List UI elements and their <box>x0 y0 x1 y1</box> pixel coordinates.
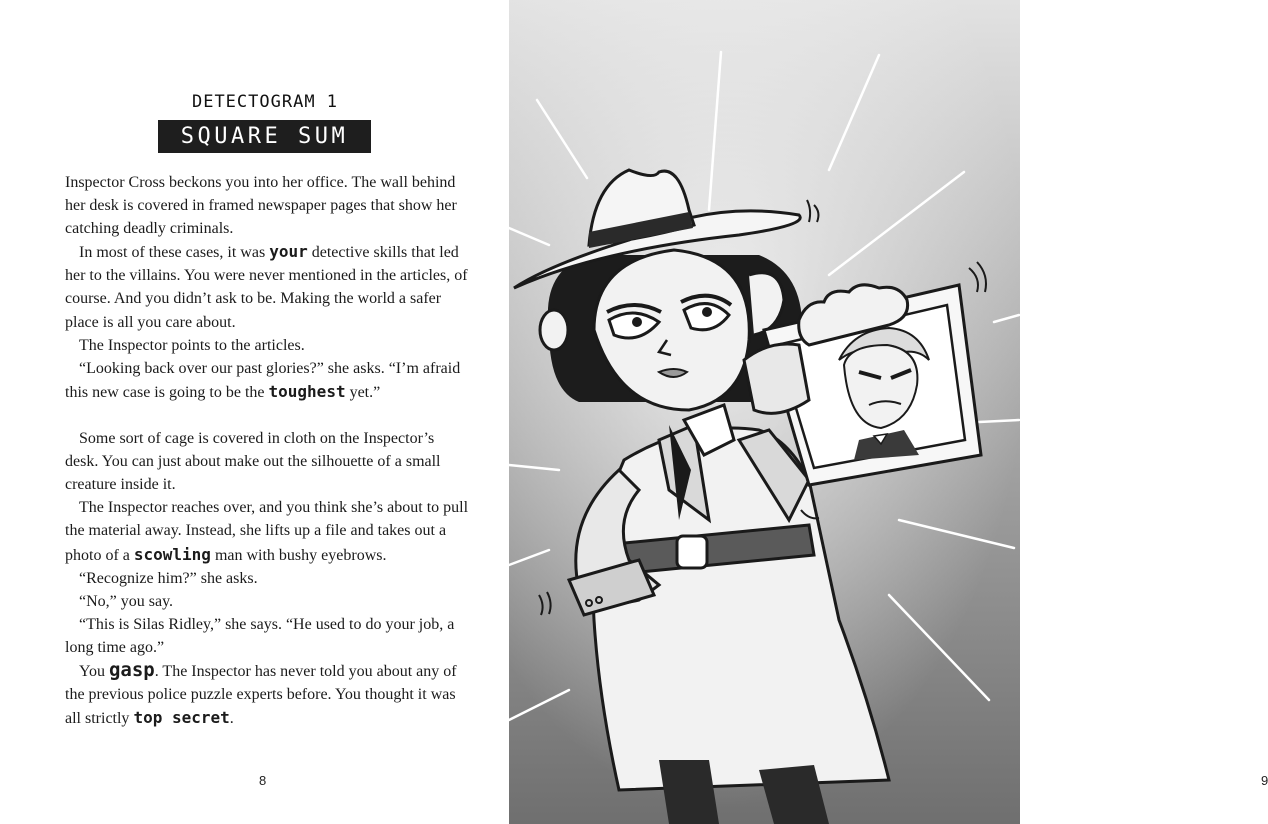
paragraph-9: “This is Silas Ridley,” she says. “He used to do your job, a long time ago.” <box>65 615 455 656</box>
page-number-right: 9 <box>1261 773 1268 788</box>
right-arm-raised <box>744 344 809 413</box>
paragraph-6 <box>65 496 469 566</box>
text-run: You <box>79 662 109 680</box>
left-page <box>0 0 509 824</box>
page-number-left: 8 <box>259 773 267 788</box>
text-run: yet.” <box>345 383 381 401</box>
right-page <box>509 0 1268 824</box>
text-run: . The Inspector has never told you about any of the previous police puzzle experts before. You thought it was all strictly <box>65 662 457 728</box>
chapter-title <box>158 120 371 153</box>
paragraph-5: Some sort of cage is covered in cloth on the Inspector’s desk. You can just about make out the silhouette of a small creature inside it. <box>65 430 441 494</box>
emphasis-scowling: scowling <box>133 544 211 564</box>
emphasis-toughest: toughest <box>268 381 346 401</box>
paragraph-10 <box>65 659 469 730</box>
text-run: “Looking back over our past glories?” she asks. “I’m afraid this new case is going to be the <box>65 359 461 401</box>
text-run: In most of these cases, it was <box>79 244 270 262</box>
paragraph-8: “No,” you say. <box>79 592 174 610</box>
story-text <box>65 171 469 730</box>
paragraph-1: Inspector Cross beckons you into her office. The wall behind her desk is covered in framed newspaper pages that show her catching deadly criminals. <box>65 174 457 238</box>
paragraph-7: “Recognize him?” she asks. <box>79 569 258 587</box>
pupil-left <box>632 317 642 327</box>
emphasis-gasp: gasp <box>108 658 155 681</box>
paragraph-3: The Inspector points to the articles. <box>79 336 305 354</box>
emphasis-your: your <box>269 242 308 262</box>
paragraph-4 <box>65 357 469 404</box>
belt-buckle <box>677 536 707 568</box>
text-run: . <box>229 710 234 728</box>
chapter-label: DETECTOGRAM 1 <box>191 92 339 112</box>
text-run: detective skills that led her to the villains. You were never mentioned in the articles, of course. And you didn’t ask to be. Making the world a safer place is all you care about. <box>65 244 468 331</box>
paragraph-2 <box>65 240 469 333</box>
chapter-title-text: SQUARE SUM <box>180 124 349 149</box>
emphasis-top-secret: top secret <box>133 708 230 728</box>
illustration-inspector <box>509 0 1020 824</box>
text-run: man with bushy eyebrows. <box>210 546 387 564</box>
pupil-right <box>702 307 712 317</box>
leg-left <box>659 760 719 824</box>
text-run: The Inspector reaches over, and you think she’s about to pull the material away. Instead, she lifts up a file and takes out a photo of a <box>65 499 469 564</box>
ear-left <box>540 310 568 350</box>
